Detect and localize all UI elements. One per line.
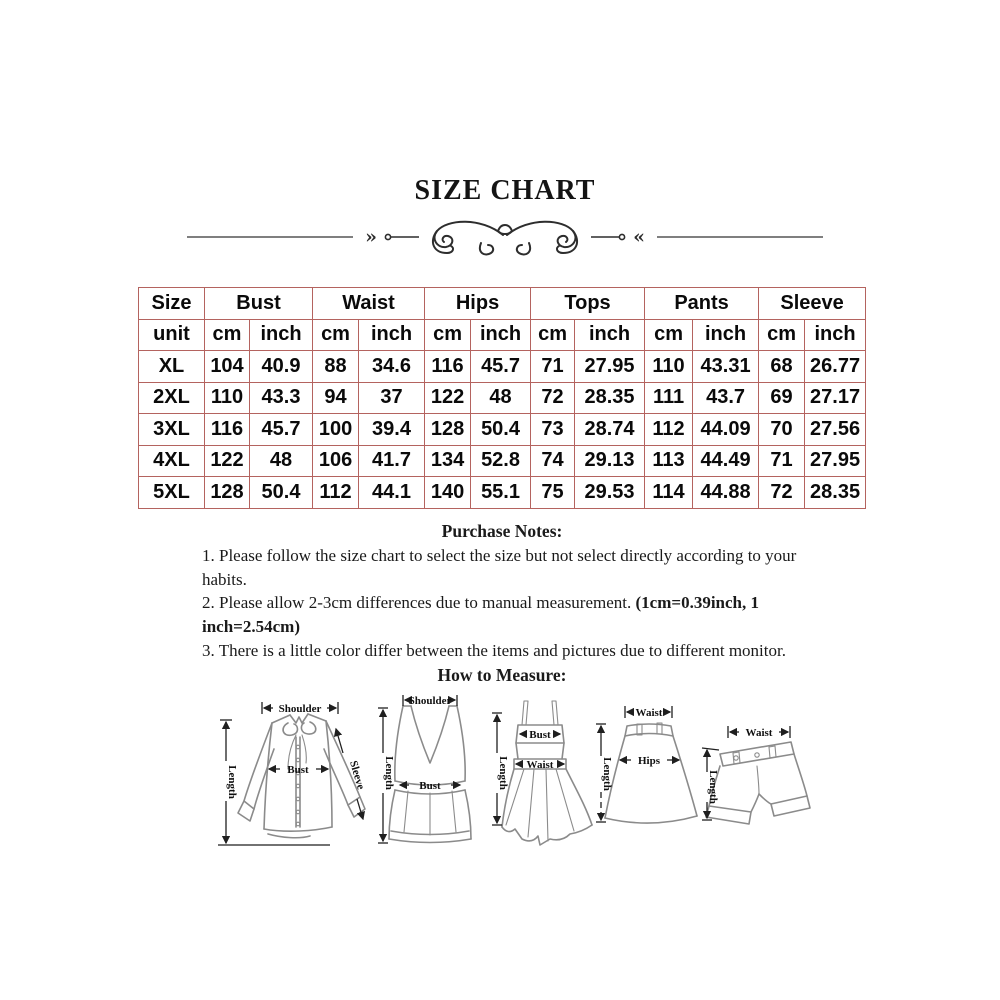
measurement-cell: 100 bbox=[313, 414, 359, 446]
unit-label-cell: unit bbox=[139, 319, 205, 351]
measurement-cell: 134 bbox=[425, 445, 471, 477]
tank-top-sketch bbox=[375, 693, 480, 848]
measurement-cell: 128 bbox=[205, 477, 250, 509]
tank-top-outline bbox=[389, 706, 471, 843]
skirt-outline bbox=[605, 723, 697, 823]
measurement-cell: 94 bbox=[313, 382, 359, 414]
col-header-tops: Tops bbox=[531, 288, 645, 320]
measurement-cell: 27.56 bbox=[805, 414, 866, 446]
col-header-hips: Hips bbox=[425, 288, 531, 320]
blouse-sketch bbox=[210, 697, 378, 849]
measurement-cell: 73 bbox=[531, 414, 575, 446]
measurement-cell: 111 bbox=[645, 382, 693, 414]
measurement-cell: 28.74 bbox=[575, 414, 645, 446]
page-title: SIZE CHART bbox=[414, 175, 596, 206]
measurement-cell: 50.4 bbox=[471, 414, 531, 446]
measurement-cell: 140 bbox=[425, 477, 471, 509]
measurement-cell: 44.09 bbox=[693, 414, 759, 446]
dress-measure-arrows bbox=[492, 713, 564, 825]
purchase-note-2 bbox=[202, 591, 802, 639]
blouse-length-label: Length bbox=[226, 765, 238, 799]
unit-cell: cm bbox=[645, 319, 693, 351]
measurement-cell: 45.7 bbox=[250, 414, 313, 446]
measurement-cell: 37 bbox=[359, 382, 425, 414]
measurement-cell: 29.53 bbox=[575, 477, 645, 509]
size-label-cell: 5XL bbox=[139, 477, 205, 509]
measurement-cell: 28.35 bbox=[805, 477, 866, 509]
measurement-cell: 68 bbox=[759, 351, 805, 383]
measurement-cell: 41.7 bbox=[359, 445, 425, 477]
measurement-cell: 55.1 bbox=[471, 477, 531, 509]
measurement-cell: 44.88 bbox=[693, 477, 759, 509]
measurement-cell: 72 bbox=[531, 382, 575, 414]
shorts-length-label: Length bbox=[707, 770, 719, 804]
measurement-cell: 71 bbox=[759, 445, 805, 477]
measurement-cell: 39.4 bbox=[359, 414, 425, 446]
blouse-measure-arrows bbox=[218, 702, 367, 845]
measurement-cell: 29.13 bbox=[575, 445, 645, 477]
measurement-cell: 44.49 bbox=[693, 445, 759, 477]
measurement-cell: 75 bbox=[531, 477, 575, 509]
purchase-note-2-text: 2. Please allow 2-3cm differences due to manual measurement. bbox=[202, 593, 636, 613]
col-header-bust: Bust bbox=[205, 288, 313, 320]
dress-bust-label: Bust bbox=[529, 729, 551, 741]
dress-outline bbox=[502, 701, 592, 845]
measurement-cell: 113 bbox=[645, 445, 693, 477]
chevron-left-icon: « bbox=[633, 226, 645, 248]
purchase-note-1: 1. Please follow the size chart to select the size but not select directly according to your habits. bbox=[202, 545, 797, 589]
measurement-cell: 72 bbox=[759, 477, 805, 509]
measurement-cell: 26.77 bbox=[805, 351, 866, 383]
measurement-cell: 122 bbox=[205, 445, 250, 477]
shorts-waist-label: Waist bbox=[745, 727, 773, 739]
unit-cell: inch bbox=[805, 319, 866, 351]
measurement-cell: 48 bbox=[471, 382, 531, 414]
purchase-notes-section bbox=[202, 520, 802, 688]
dress-sketch bbox=[488, 695, 606, 847]
measurement-cell: 116 bbox=[425, 351, 471, 383]
table-row bbox=[139, 351, 866, 383]
how-to-measure-heading: How to Measure: bbox=[437, 664, 567, 685]
unit-cell: inch bbox=[359, 319, 425, 351]
measurement-cell: 112 bbox=[313, 477, 359, 509]
size-label-cell: 3XL bbox=[139, 414, 205, 446]
col-header-waist: Waist bbox=[313, 288, 425, 320]
measurement-cell: 27.95 bbox=[805, 445, 866, 477]
measurement-cell: 122 bbox=[425, 382, 471, 414]
dress-length-label: Length bbox=[497, 756, 509, 790]
measurement-cell: 45.7 bbox=[471, 351, 531, 383]
measurement-cell: 52.8 bbox=[471, 445, 531, 477]
blouse-shoulder-label: Shoulder bbox=[278, 703, 322, 715]
measurement-cell: 43.3 bbox=[250, 382, 313, 414]
purchase-note-3: 3. There is a little color differ between the items and pictures due to different monitor. bbox=[202, 640, 786, 660]
table-row bbox=[139, 319, 866, 351]
skirt-length-label: Length bbox=[601, 757, 613, 791]
dress-waist-label: Waist bbox=[526, 759, 554, 771]
shorts-sketch bbox=[695, 702, 825, 837]
table-row bbox=[139, 477, 866, 509]
unit-cell: inch bbox=[250, 319, 313, 351]
size-label-cell: XL bbox=[139, 351, 205, 383]
unit-cell: cm bbox=[313, 319, 359, 351]
col-header-sleeve: Sleeve bbox=[759, 288, 866, 320]
measurement-cell: 27.17 bbox=[805, 382, 866, 414]
col-header-size: Size bbox=[139, 288, 205, 320]
measurement-cell: 40.9 bbox=[250, 351, 313, 383]
measurement-cell: 116 bbox=[205, 414, 250, 446]
tank-shoulder-label: Shoulder bbox=[408, 695, 452, 707]
measurement-cell: 110 bbox=[205, 382, 250, 414]
table-row bbox=[139, 288, 866, 320]
measurement-cell: 112 bbox=[645, 414, 693, 446]
unit-cell: inch bbox=[471, 319, 531, 351]
unit-cell: inch bbox=[693, 319, 759, 351]
purchase-note-2-conversion: (1cm=0.39inch, 1 inch=2.54cm) bbox=[202, 593, 759, 637]
measurement-cell: 74 bbox=[531, 445, 575, 477]
unit-cell: cm bbox=[205, 319, 250, 351]
size-table bbox=[138, 287, 866, 509]
measurement-cell: 106 bbox=[313, 445, 359, 477]
measurement-cell: 44.1 bbox=[359, 477, 425, 509]
measurement-cell: 69 bbox=[759, 382, 805, 414]
chevron-right-icon: » bbox=[365, 226, 377, 248]
measurement-cell: 110 bbox=[645, 351, 693, 383]
shorts-measure-arrows bbox=[702, 726, 790, 820]
table-row bbox=[139, 414, 866, 446]
skirt-hips-label: Hips bbox=[637, 755, 661, 767]
measurement-cell: 70 bbox=[759, 414, 805, 446]
unit-cell: cm bbox=[759, 319, 805, 351]
measurement-cell: 34.6 bbox=[359, 351, 425, 383]
purchase-notes-heading: Purchase Notes: bbox=[441, 521, 563, 541]
size-label-cell: 4XL bbox=[139, 445, 205, 477]
unit-cell: cm bbox=[531, 319, 575, 351]
blouse-bust-label: Bust bbox=[287, 764, 309, 776]
unit-cell: cm bbox=[425, 319, 471, 351]
shorts-outline bbox=[706, 742, 810, 824]
measurement-cell: 88 bbox=[313, 351, 359, 383]
measurement-cell: 43.7 bbox=[693, 382, 759, 414]
measurement-cell: 28.35 bbox=[575, 382, 645, 414]
tank-bust-label: Bust bbox=[419, 780, 441, 792]
measurement-cell: 50.4 bbox=[250, 477, 313, 509]
measurement-cell: 43.31 bbox=[693, 351, 759, 383]
divider-right-half bbox=[507, 222, 823, 255]
measurement-cell: 104 bbox=[205, 351, 250, 383]
skirt-waist-label: Waist bbox=[635, 707, 663, 719]
table-row bbox=[139, 445, 866, 477]
col-header-pants: Pants bbox=[645, 288, 759, 320]
measurement-cell: 128 bbox=[425, 414, 471, 446]
measurement-cell: 27.95 bbox=[575, 351, 645, 383]
ornament-divider bbox=[185, 213, 825, 259]
center-loop-ornament bbox=[498, 225, 512, 234]
measurement-cell: 48 bbox=[250, 445, 313, 477]
measurement-cell: 114 bbox=[645, 477, 693, 509]
table-row bbox=[139, 382, 866, 414]
size-label-cell: 2XL bbox=[139, 382, 205, 414]
unit-cell: inch bbox=[575, 319, 645, 351]
measurement-cell: 71 bbox=[531, 351, 575, 383]
tank-length-label: Length bbox=[383, 756, 395, 790]
divider-left-half bbox=[187, 222, 503, 255]
blouse-sleeve-label: Sleeve bbox=[347, 759, 367, 791]
